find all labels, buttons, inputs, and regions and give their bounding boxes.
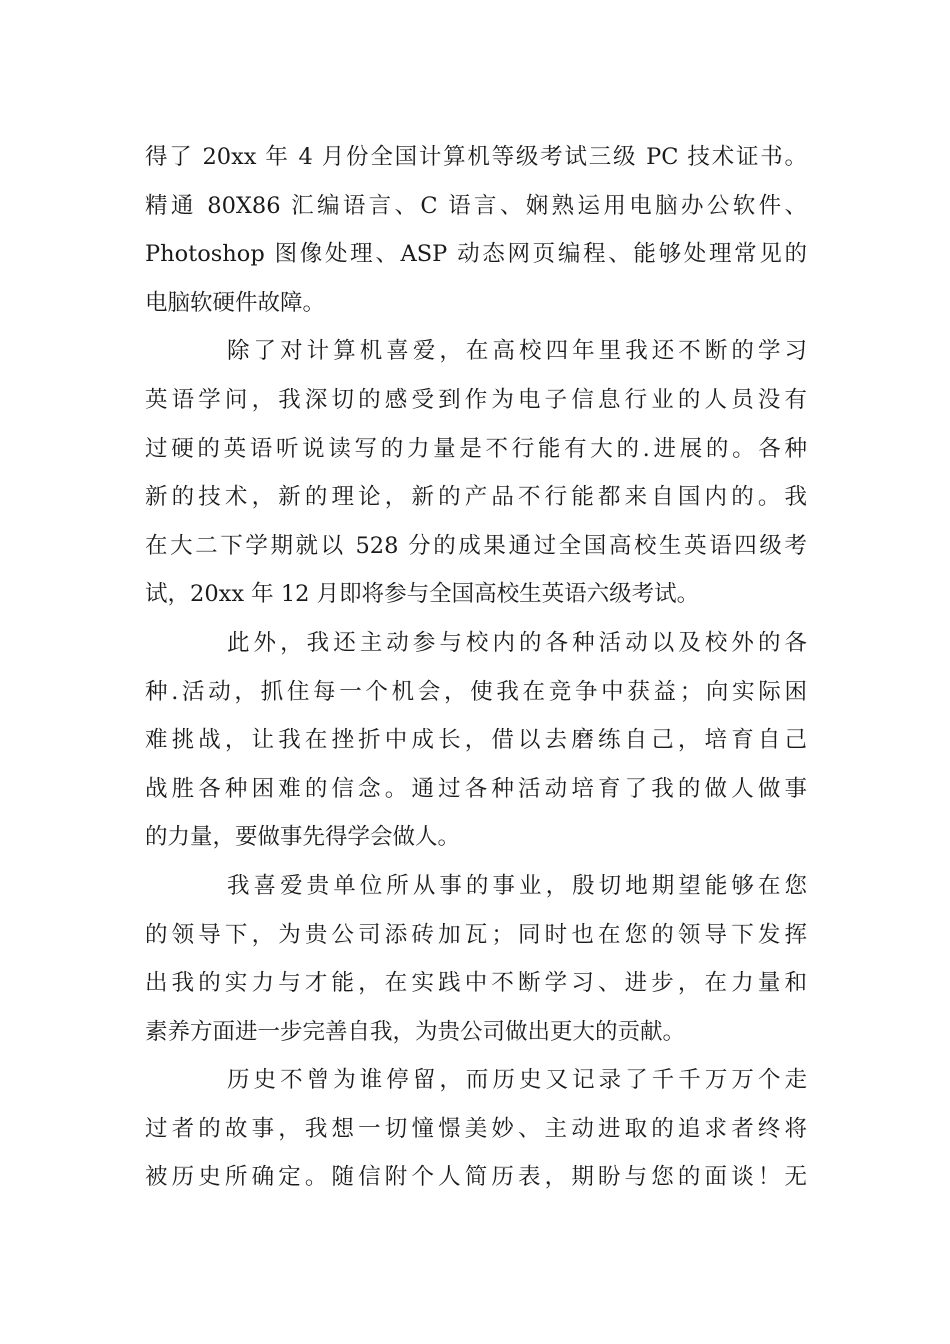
text-line: 历史不曾为谁停留，而历史又记录了千千万万个走 (227, 1067, 807, 1094)
text-line: Photoshop 图像处理、ASP 动态网页编程、能够处理常见的 (145, 241, 807, 268)
text-line: 我喜爱贵单位所从事的事业，殷切地期望能够在您 (227, 872, 807, 899)
text-line: 的力量，要做事先得学会做人。 (145, 824, 461, 851)
text-line: 的领导下，为贵公司添砖加瓦；同时也在您的领导下发挥 (145, 921, 807, 948)
text-line: 素养方面进一步完善自我，为贵公司做出更大的贡献。 (145, 1018, 686, 1045)
text-line: 被历史所确定。随信附个人简历表，期盼与您的面谈！无 (145, 1164, 807, 1191)
text-line: 过者的故事，我想一切憧憬美妙、主动进取的追求者终将 (145, 1115, 807, 1142)
text-line: 试，20xx 年 12 月即将参与全国高校生英语六级考试。 (145, 581, 700, 608)
text-line: 此外，我还主动参与校内的各种活动以及校外的各 (227, 629, 807, 656)
text-line: 出我的实力与才能，在实践中不断学习、进步，在力量和 (145, 970, 807, 997)
text-line: 英语学问，我深切的感受到作为电子信息行业的人员没有 (145, 386, 807, 413)
paragraph-english (145, 327, 807, 619)
text-line: 在大二下学期就以 528 分的成果通过全国高校生英语四级考 (145, 532, 807, 559)
text-line: 种.活动，抓住每一个机会，使我在竞争中获益；向实际困 (145, 678, 807, 705)
paragraph-activities (145, 619, 807, 862)
text-line: 电脑软硬件故障。 (145, 289, 326, 316)
text-line: 难挑战，让我在挫折中成长，借以去磨练自己，培育自己 (145, 727, 807, 754)
paragraph-certificates (145, 133, 807, 327)
paragraph-aspiration (145, 862, 807, 1056)
text-line: 过硬的英语听说读写的力量是不行能有大的.进展的。各种 (145, 435, 807, 462)
text-line: 除了对计算机喜爱，在高校四年里我还不断的学习 (227, 338, 807, 365)
text-line: 精通 80X86 汇编语言、C 语言、娴熟运用电脑办公软件、 (145, 192, 807, 219)
text-line: 新的技术，新的理论，新的产品不行能都来自国内的。我 (145, 484, 807, 511)
letter-body (145, 133, 807, 1202)
paragraph-closing (145, 1056, 807, 1202)
text-line: 得了 20xx 年 4 月份全国计算机等级考试三级 PC 技术证书。 (145, 144, 807, 170)
text-line: 战胜各种困难的信念。通过各种活动培育了我的做人做事 (145, 775, 807, 802)
